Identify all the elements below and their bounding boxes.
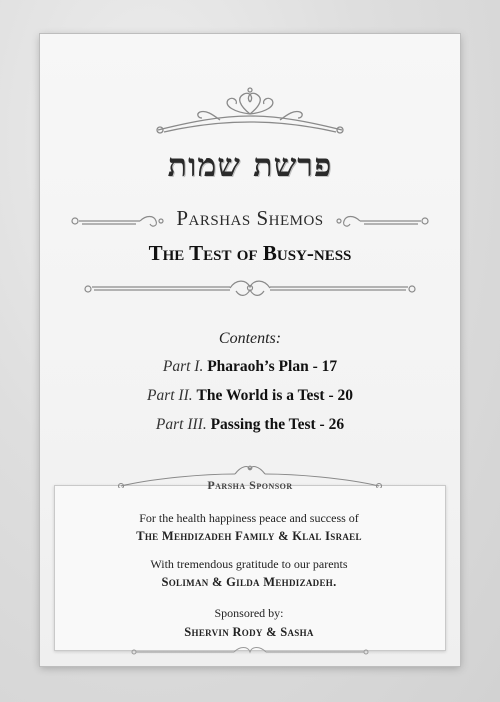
sponsor-heading: Parsha Sponsor: [207, 478, 293, 492]
bottom-ornament: [130, 645, 370, 659]
hebrew-title: פרשת שמות: [167, 146, 333, 184]
contents-label: Contents:: [218, 330, 282, 347]
top-ornament: [150, 86, 350, 138]
toc-item: [40, 387, 460, 405]
toc-chapter-title: Passing the Test - 26: [210, 416, 345, 433]
toc-item: [40, 416, 460, 434]
parsha-name: Parshas Shemos: [176, 206, 324, 230]
title-flourish-ornament: [80, 277, 420, 301]
sponsor-dedication-text: For the health happiness peace and success of: [139, 511, 359, 525]
document-page: [40, 34, 460, 666]
toc-part-label: Part II.: [147, 387, 193, 404]
sponsor-parents-name: Soliman & Gilda Mehdizadeh.: [161, 575, 337, 589]
toc-chapter-title: Pharaoh’s Plan - 17: [207, 358, 338, 375]
toc-part-label: Part I.: [162, 358, 204, 375]
toc-part-label: Part III.: [155, 416, 207, 433]
sponsored-by-label: Sponsored by:: [214, 606, 284, 620]
toc-item: [40, 358, 460, 376]
sponsor-names: Shervin Rody & Sasha: [184, 625, 314, 639]
right-divider-ornament: [335, 212, 430, 230]
page-title: The Test of Busy-ness: [148, 241, 352, 265]
toc-chapter-title: The World is a Test - 20: [196, 387, 353, 404]
sponsor-gratitude-text: With tremendous gratitude to our parents: [150, 557, 348, 571]
sponsor-dedicatee-name: The Mehdizadeh Family & Klal Israel: [136, 529, 362, 543]
